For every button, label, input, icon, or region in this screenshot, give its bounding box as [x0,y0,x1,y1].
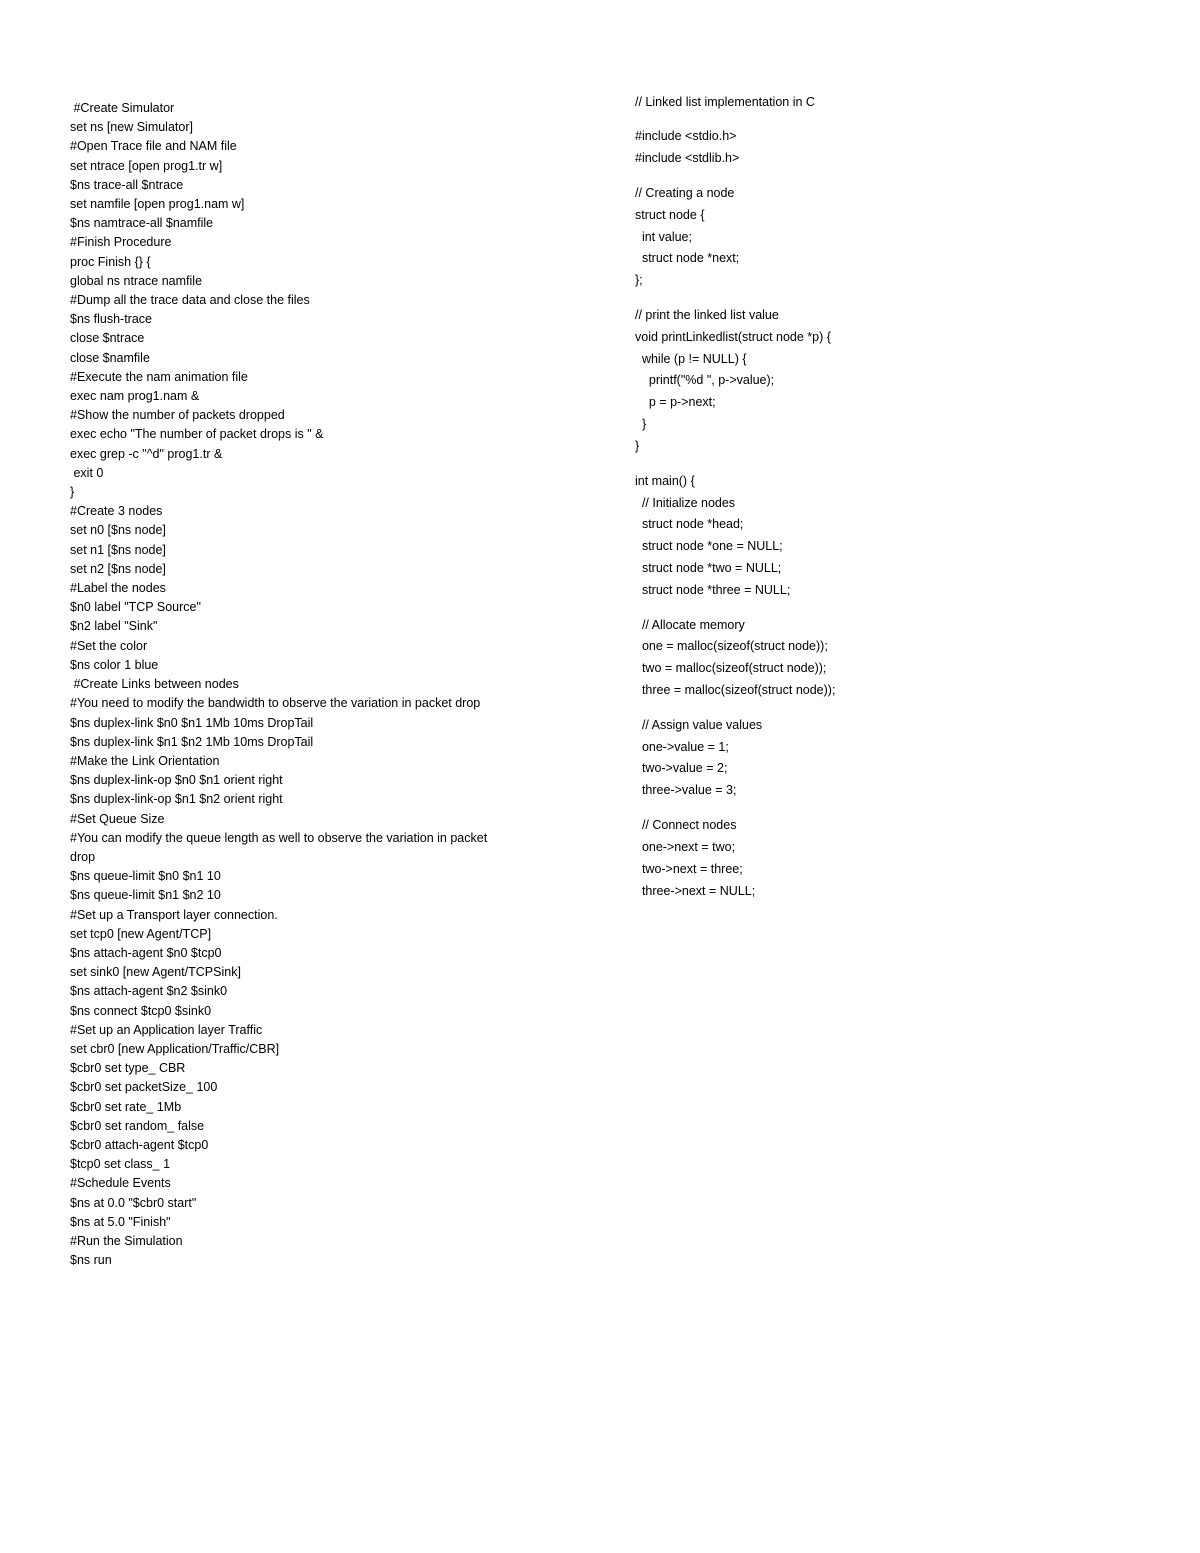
c-code-line [635,170,1155,183]
tcl-code-line: exec nam prog1.nam & [70,389,200,404]
c-code-line: while (p != NULL) { [635,351,747,366]
c-code-line: // print the linked list value [635,307,779,322]
tcl-code-line: drop [70,849,96,864]
tcl-code-line: $ns at 0.0 "$cbr0 start" [70,1195,197,1210]
tcl-code-line: $ns queue-limit $n1 $n2 10 [70,888,221,903]
tcl-code-line: $cbr0 set type_ CBR [70,1061,186,1076]
tcl-code-line: $ns duplex-link $n0 $n1 1Mb 10ms DropTail [70,715,314,730]
tcl-code-line: global ns ntrace namfile [70,273,203,288]
tcl-code-line: $cbr0 set packetSize_ 100 [70,1080,218,1095]
tcl-code-line: set sink0 [new Agent/TCPSink] [70,965,241,980]
tcl-code-line: #Set up an Application layer Traffic [70,1022,263,1037]
tcl-code-line: $ns trace-all $ntrace [70,177,184,192]
tcl-code-line: $ns queue-limit $n0 $n1 10 [70,869,221,884]
tcl-code-line: $ns connect $tcp0 $sink0 [70,1003,212,1018]
c-code-line: printf("%d ", p->value); [635,373,775,388]
c-code-line [635,702,1155,715]
tcl-code-line: #Set Queue Size [70,811,165,826]
c-code-line: two->value = 2; [635,761,728,776]
tcl-code-line: exit 0 [70,465,104,480]
tcl-code-line: #Set up a Transport layer connection. [70,907,278,922]
c-code-line: struct node *one = NULL; [635,539,783,554]
tcl-code-line: $cbr0 set rate_ 1Mb [70,1099,182,1114]
c-code-line: } [635,417,647,432]
c-code-line: three = malloc(sizeof(struct node)); [635,683,836,698]
tcl-code-line: close $namfile [70,350,150,365]
tcl-code-line: #Show the number of packets dropped [70,408,285,423]
c-code-line: one = malloc(sizeof(struct node)); [635,639,828,654]
tcl-code-line: set n0 [$ns node] [70,523,166,538]
tcl-code-line: set namfile [open prog1.nam w] [70,197,245,212]
c-code-line: }; [635,273,643,288]
c-code-line: struct node *next; [635,251,740,266]
tcl-code-line: $ns flush-trace [70,312,152,327]
c-code-line: #include <stdlib.h> [635,151,740,166]
c-code-line: void printLinkedlist(struct node *p) { [635,329,831,344]
c-code-line: one->value = 1; [635,739,729,754]
tcl-code-line: #Schedule Events [70,1176,171,1191]
tcl-code-line: #Create Simulator [70,101,175,115]
c-code-line: // Allocate memory [635,617,745,632]
tcl-code-line: $ns color 1 blue [70,657,159,672]
tcl-code-line: $ns attach-agent $n0 $tcp0 [70,945,222,960]
c-code-line: struct node *three = NULL; [635,583,791,598]
c-code-line [635,458,1155,471]
tcl-code-line: set ns [new Simulator] [70,120,193,135]
tcl-code-line: #Create Links between nodes [70,677,239,692]
tcl-code-line: exec grep -c "^d" prog1.tr & [70,446,223,461]
tcl-code-line: set ntrace [open prog1.tr w] [70,158,223,173]
c-code-line: struct node *head; [635,517,744,532]
tcl-code-line: $n0 label "TCP Source" [70,600,201,615]
c-code-line: #include <stdio.h> [635,129,737,144]
c-linked-list-code [635,92,1155,902]
tcl-code-line: #Create 3 nodes [70,504,163,519]
tcl-code-line: close $ntrace [70,331,145,346]
c-code-line: // Linked list implementation in C [635,95,815,109]
tcl-code-line: #You need to modify the bandwidth to observe the variation in packet drop [70,696,481,711]
tcl-code-line: set n2 [$ns node] [70,561,166,576]
c-code-line [635,802,1155,815]
c-code-line: struct node { [635,207,705,222]
c-code-line: two->next = three; [635,861,743,876]
tcl-code-line: $n2 label "Sink" [70,619,158,634]
tcl-code-line: $ns namtrace-all $namfile [70,216,214,231]
tcl-code-line: #You can modify the queue length as well to observe the variation in packet [70,830,488,845]
c-code-line: } [635,439,640,454]
ns2-tcl-script [70,99,590,1270]
tcl-code-line: set n1 [$ns node] [70,542,166,557]
c-code-line [635,602,1155,615]
tcl-code-line: $cbr0 attach-agent $tcp0 [70,1137,209,1152]
tcl-code-line: #Finish Procedure [70,235,172,250]
tcl-code-line: $ns attach-agent $n2 $sink0 [70,984,228,999]
tcl-code-line: $tcp0 set class_ 1 [70,1157,171,1172]
tcl-code-line: exec echo "The number of packet drops is " & [70,427,324,442]
tcl-code-line: #Dump all the trace data and close the files [70,293,310,308]
c-code-line [635,292,1155,305]
tcl-code-line: #Set the color [70,638,148,653]
c-code-line: // Connect nodes [635,817,737,832]
tcl-code-line: #Execute the nam animation file [70,369,248,384]
c-code-line: one->next = two; [635,839,736,854]
tcl-code-line: $cbr0 set random_ false [70,1118,205,1133]
c-code-line: two = malloc(sizeof(struct node)); [635,661,827,676]
tcl-code-line: $ns duplex-link-op $n1 $n2 orient right [70,792,283,807]
c-code-line: three->value = 3; [635,783,737,798]
tcl-code-line: } [70,485,75,500]
tcl-code-line: #Make the Link Orientation [70,753,220,768]
c-code-line: int main() { [635,473,695,488]
c-code-line: struct node *two = NULL; [635,561,782,576]
tcl-code-line: $ns duplex-link-op $n0 $n1 orient right [70,773,283,788]
c-code-line: // Assign value values [635,717,763,732]
tcl-code-line: #Run the Simulation [70,1233,183,1248]
c-code-line: int value; [635,229,692,244]
tcl-code-line: set cbr0 [new Application/Traffic/CBR] [70,1041,280,1056]
tcl-code-line: #Label the nodes [70,581,166,596]
tcl-code-line: proc Finish {} { [70,254,151,269]
tcl-code-line: $ns duplex-link $n1 $n2 1Mb 10ms DropTail [70,734,314,749]
tcl-code-line: $ns run [70,1253,112,1268]
c-code-line [635,114,1155,127]
tcl-code-line: set tcp0 [new Agent/TCP] [70,926,212,941]
c-code-line: three->next = NULL; [635,883,756,898]
c-code-line: // Creating a node [635,185,735,200]
tcl-code-line: #Open Trace file and NAM file [70,139,237,154]
c-code-line: p = p->next; [635,395,716,410]
c-code-line: // Initialize nodes [635,495,736,510]
tcl-code-line: $ns at 5.0 "Finish" [70,1214,171,1229]
